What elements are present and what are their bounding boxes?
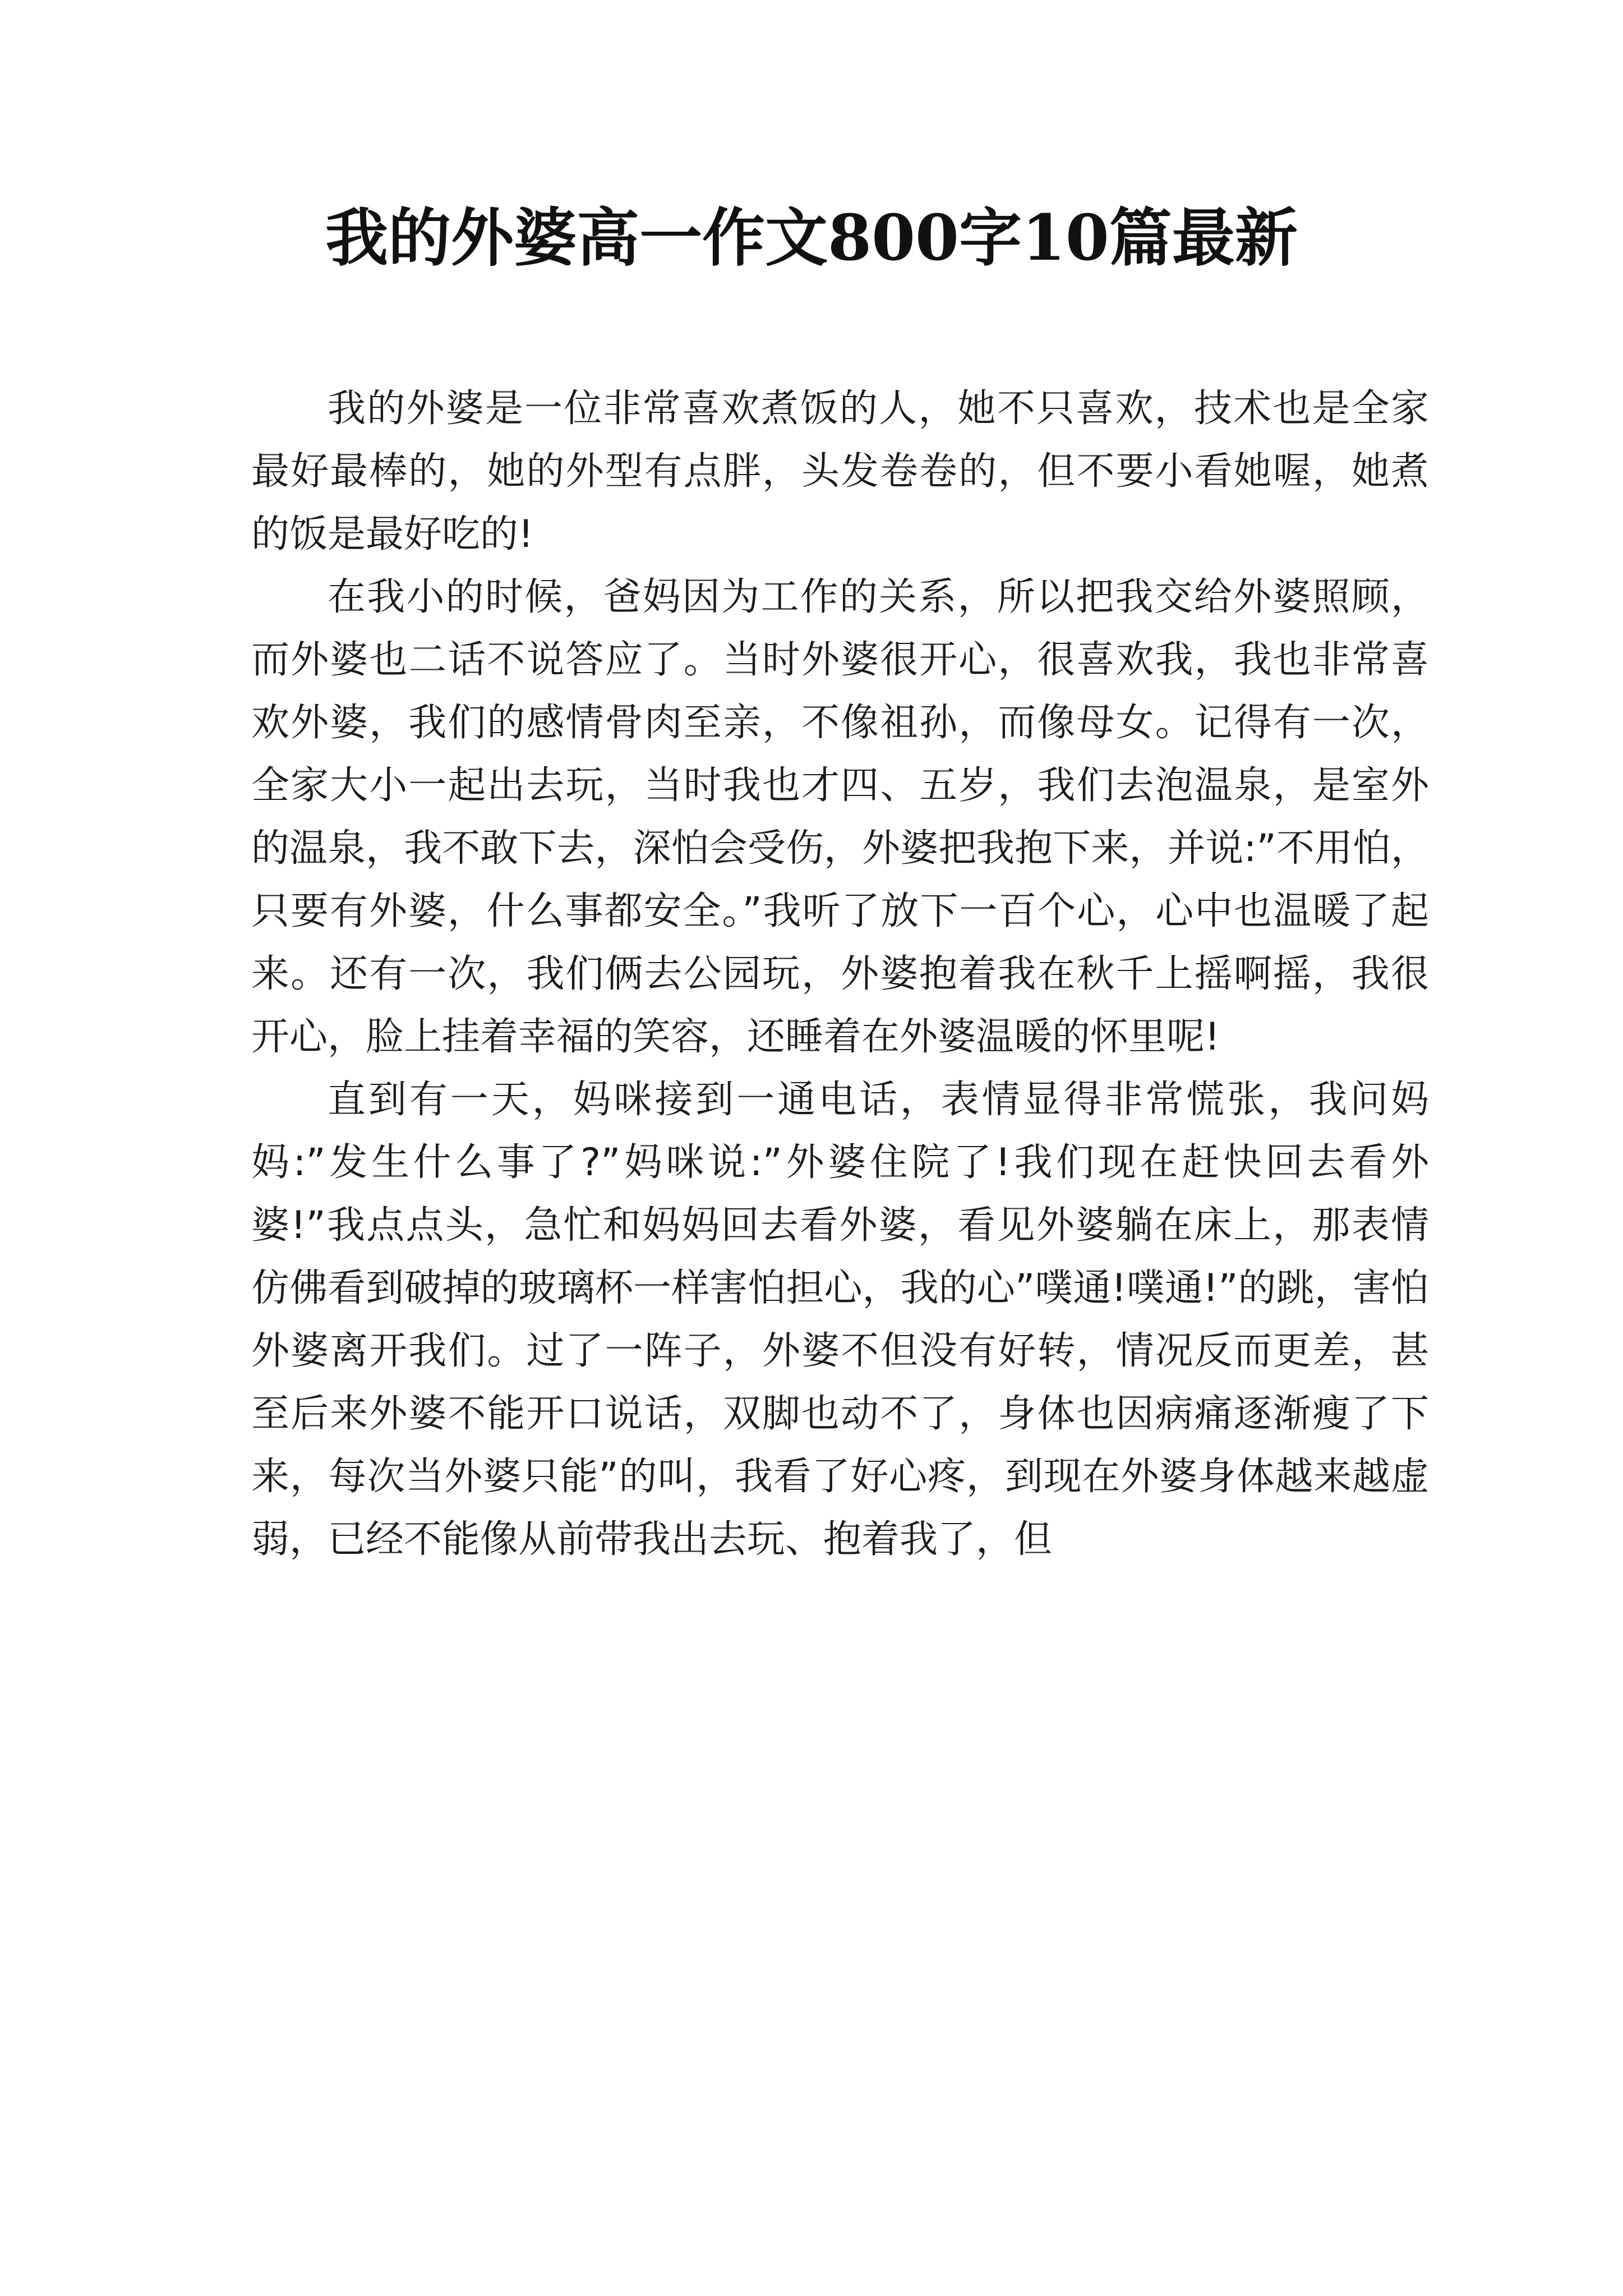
- document-title: 我的外婆高一作文800字10篇最新: [325, 201, 1298, 275]
- paragraph: 直到有一天，妈咪接到一通电话，表情显得非常慌张，我问妈妈:”发生什么事了?”妈咪说:”外婆住院了!我们现在赶快回去看外婆!”我点点头，急忙和妈妈回去看外婆，看见外婆躺在床上，那表情仿佛看到破掉的玻璃杯一样害怕担心，我的心”噗通!噗通!”的跳，害怕外婆离开我们。过了一阵子，外婆不但没有好转，情况反而更差，甚至后来外婆不能开口说话，双脚也动不了，身体也因病痛逐渐瘦了下来，每次当外婆只能”的叫，我看了好心疼，到现在外婆身体越来越虚弱，已经不能像从前带我出去玩、抱着我了，但: [251, 1078, 1429, 1562]
- document-body: [251, 378, 1429, 1571]
- paragraph: 我的外婆是一位非常喜欢煮饭的人，她不只喜欢，技术也是全家最好最棒的，她的外型有点胖，头发卷卷的，但不要小看她喔，她煮的饭是最好吃的!: [251, 386, 1429, 556]
- paragraph: 在我小的时候，爸妈因为工作的关系，所以把我交给外婆照顾，而外婆也二话不说答应了。当时外婆很开心，很喜欢我，我也非常喜欢外婆，我们的感情骨肉至亲，不像祖孙，而像母女。记得有一次，全家大小一起出去玩，当时我也才四、五岁，我们去泡温泉，是室外的温泉，我不敢下去，深怕会受伤，外婆把我抱下来，并说:”不用怕，只要有外婆，什么事都安全。”我听了放下一百个心，心中也温暖了起来。还有一次，我们俩去公园玩，外婆抱着我在秋千上摇啊摇，我很开心，脸上挂着幸福的笑容，还睡着在外婆温暖的怀里呢!: [251, 575, 1429, 1059]
